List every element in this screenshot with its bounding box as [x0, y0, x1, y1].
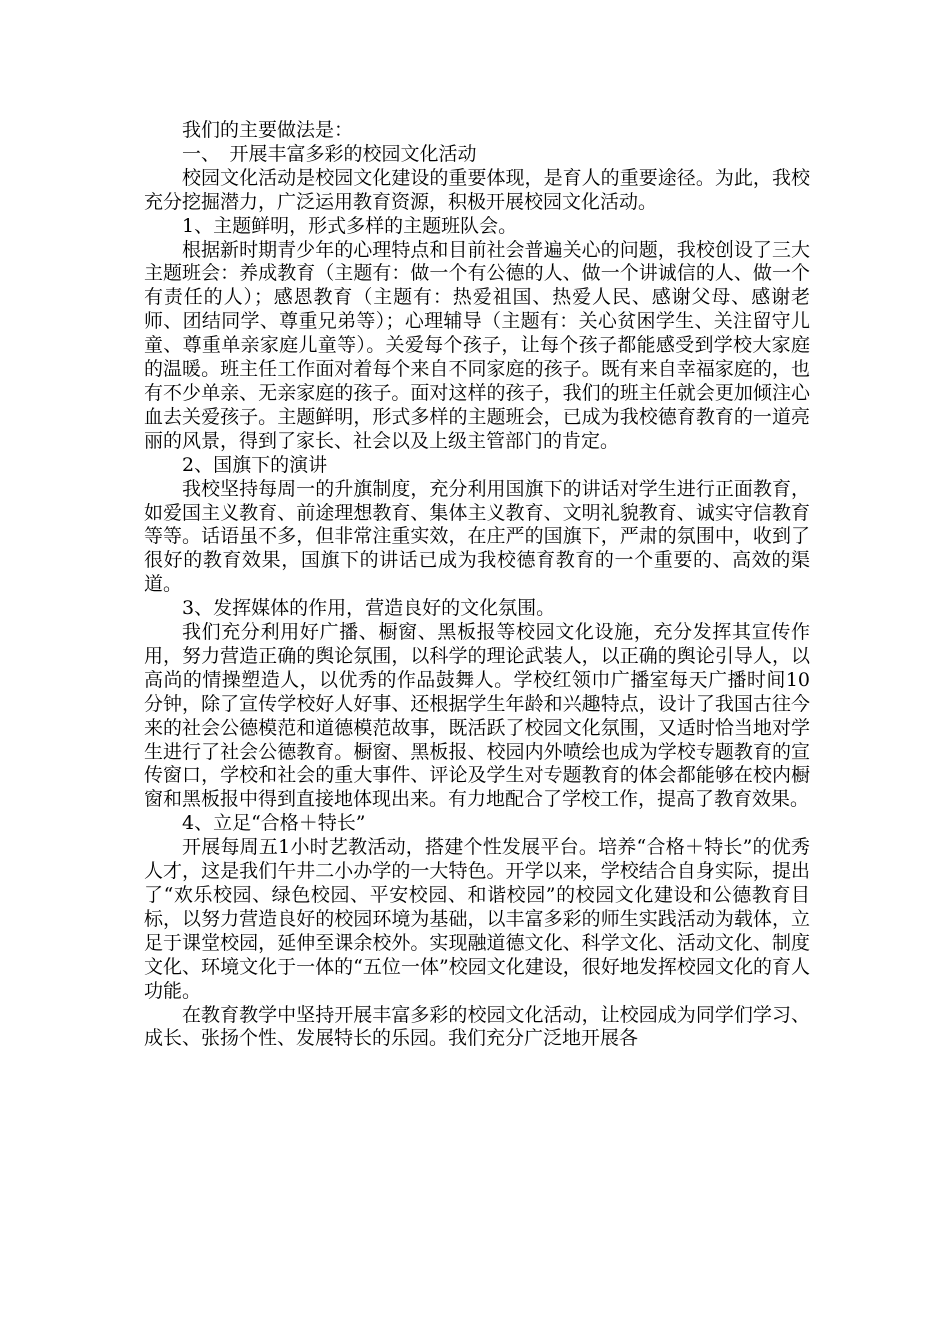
paragraph-qualified-specialty: 开展每周五1小时艺教活动，搭建个性发展平台。培养“合格＋特长”的优秀人才，这是我们午井二小办学的一大特色。开学以来，学校结合自身实际，提出了“欢乐校园、绿色校园、平安校园、和谐校园”的校园文化建设和公德教育目标，以努力营造良好的校园环境为基础，以丰富多彩的师生实践活动为载体，立足于课堂校园，延伸至课余校外。实现融道德文化、科学文化、活动文化、制度文化、环境文化于一体的“五位一体”校园文化建设，很好地发挥校园文化的育人功能。 [144, 836, 810, 1002]
paragraph-flag-speech: 我校坚持每周一的升旗制度，充分利用国旗下的讲话对学生进行正面教育，如爱国主义教育、前途理想教育、集体主义教育、文明礼貌教育、诚实守信教育等等。话语虽不多，但非常注重实效，在庄严的国旗下，严肃的氛围中，收到了很好的教育效果，国旗下的讲话已成为我校德育教育的一个重要的、高效的渠道。 [144, 477, 810, 596]
paragraph-theme-class-meetings: 根据新时期青少年的心理特点和目前社会普遍关心的问题，我校创设了三大主题班会：养成教育（主题有：做一个有公德的人、做一个讲诚信的人、做一个有责任的人）；感恩教育（主题有：热爱祖国、热爱人民、感谢父母、感谢老师、团结同学、尊重兄弟等）；心理辅导（主题有：关心贫困学生、关注留守儿童、尊重单亲家庭儿童等）。关爱每个孩子，让每个孩子都能感受到学校大家庭的温暖。班主任工作面对着每个来自不同家庭的孩子。既有来自幸福家庭的，也有不少单亲、无亲家庭的孩子。面对这样的孩子，我们的班主任就会更加倾注心血去关爱孩子。主题鲜明，形式多样的主题班会，已成为我校德育教育的一道亮丽的风景，得到了家长、社会以及上级主管部门的肯定。 [144, 238, 810, 452]
section-heading-1: 一、 开展丰富多彩的校园文化活动 [182, 142, 477, 165]
intro-line: 我们的主要做法是： [182, 119, 354, 141]
paragraph-media: 我们充分利用好广播、橱窗、黑板报等校园文化设施，充分发挥其宣传作用，努力营造正确的舆论氛围，以科学的理论武装人，以正确的舆论引导人，以高尚的情操塑造人，以优秀的作品鼓舞人。学校红领巾广播室每天广播时间10分钟，除了宣传学校好人好事、还根据学生年龄和兴趣特点，设计了我国古往今来的社会公德模范和道德模范故事，既活跃了校园文化氛围，又适时恰当地对学生进行了社会公德教育。橱窗、黑板报、校园内外喷绘也成为学校专题教育的宣传窗口，学校和社会的重大事件、评论及学生对专题教育的体会都能够在校内橱窗和黑板报中得到直接地体现出来。有力地配合了学校工作，提高了教育效果。 [144, 621, 810, 811]
subheading-1: 1、主题鲜明，形式多样的主题班队会。 [182, 214, 518, 237]
document-body [144, 119, 810, 1051]
subheading-4: 4、立足“合格＋特长” [182, 812, 366, 835]
section-1-intro-paragraph: 校园文化活动是校园文化建设的重要体现，是育人的重要途径。为此，我校充分挖掘潜力，广泛运用教育资源，积极开展校园文化活动。 [144, 166, 810, 213]
paragraph-closing: 在教育教学中坚持开展丰富多彩的校园文化活动，让校园成为同学们学习、成长、张扬个性、发展特长的乐园。我们充分广泛地开展各 [144, 1003, 810, 1050]
subheading-2: 2、国旗下的演讲 [182, 453, 328, 476]
subheading-3: 3、发挥媒体的作用，营造良好的文化氛围。 [182, 597, 556, 620]
